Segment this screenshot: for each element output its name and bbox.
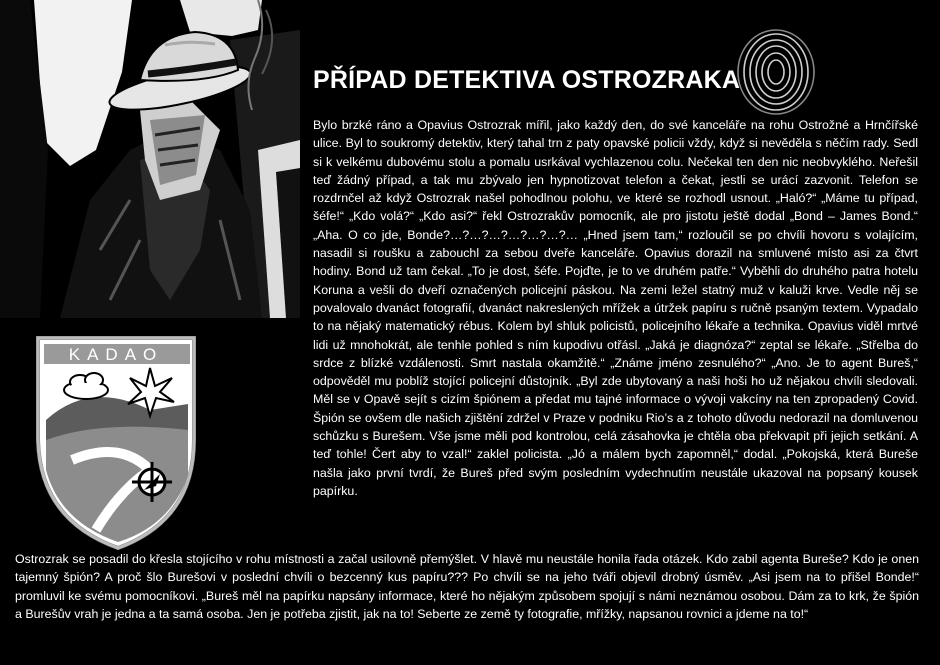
- story-main-text: [313, 116, 918, 500]
- story-end-text: [15, 550, 919, 623]
- fingerprint-icon: [738, 30, 814, 114]
- detective-illustration: [0, 0, 300, 318]
- story-paragraph: Bylo brzké ráno a Opavius Ostrozrak mířil, jako každý den, do své kanceláře na rohu Ostrožné a Hrnčířské ulice. Byl to soukromý detektiv, který tahal trn z paty opavské policii vždy, když si nevěděla s něčím rady. Sedl si k velkému dubovému stolu a pomalu usrkával vychlazenou colu. Nečekal ten den nic neobvyklého. Neřešil teď žádný případ, a tak mu zbývalo jen hypnotizovat telefon a čekat, jestli se urácí zazvonit. Telefon se rozdrnčel až když Ostrozrak našel pohodlnou polohu, ve které se rozhodl usnout. „Haló?“ „Máme tu případ, šéfe!“ „Kdo volá?“ „Kdo asi?“ řekl Ostrozrakův pomocník, ale pro jistotu ještě dodal „Bond – James Bond.“ „Aha. O co jde, Bonde?…?…?…?…?…?…?… „Hned jsem tam,“ rozloučil se po chvíli hovoru s volajícím, nasadil si roušku a zabouchl za sebou dveře kanceláře. Opavius dorazil na smluvené místo asi za čtvrt hodiny. Bond už tam čekal. „To je dost, šéfe. Pojďte, je to ve druhém patře.“ Vyběhli do druhého patra hotelu Koruna a vešli do dveří označených policejní páskou. Na zemi ležel statný muž v kaluži krve. Vedle něj se povalovalo dvanáct fotografií, dvanáct nakreslených mřížek a útržek papíru s ručně psaným textem. Vypadalo to na nějaký matematický rébus. Kolem byl shluk policistů, policejního lékaře a technika. Opavius viděl mrtvé lidi už mnohokrát, ale tenhle pohled s ním kupodivu otřásl. „Jaká je diagnóza?“ zeptal se lékaře. „Střelba do srdce z blízké vzdálenosti. Smrt nastala okamžitě.“ „Známe jméno zesnulého?“ „Ano. Je to agent Bureš,“ odpověděl mu poblíž stojící policejní důstojník. „Byl zde ubytovaný a naši hoši ho už nějakou chvíli sledovali. Měl se v Opavě sejít s cizím špiónem a předat mu tajné informace o vývoji vakcíny na ten zpropadený Covid. Špión se ovšem dle našich zjištění zdržel v Praze v podniku Rio’s a z tohoto důvodu nedorazil na domluvenou schůzku s Burešem. Vše jsme měli pod kontrolou, celá zásahovka je chtěla oba překvapit při jejich setkání. A teď tohle! Čert aby to vzal!“ zaklel policista. „Jó a málem bych zapomněl,“ dodal. „Pokojská, která Bureše našla jako první tvrdí, že Bureš před svým posledním vydechnutím neustále ukazoval na popsaný kousek papírku.: [313, 118, 918, 498]
- kadao-logo: [38, 338, 194, 548]
- page-title: PŘÍPAD DETEKTIVA OSTROZRAKA: [313, 66, 741, 94]
- logo-text: KADAO: [68, 345, 164, 364]
- story-paragraph-end: Ostrozrak se posadil do křesla stojícího v rohu místnosti a začal usilovně přemýšlet. V hlavě mu neustále honila řada otázek. Kdo zabil agenta Bureše? Kdo je onen tajemný špión? A proč šlo Burešovi v poslední chvíli o bezcenný kus papíru??? Po chvíli se na jeho tváři objevil drobný úsměv. „Asi jsem na to přišel Bonde!“ promluvil ke svému pomocníkovi. „Bureš měl na papírku napsány informace, které ho nějakým způsobem spojují s námi neznámou osobou. Dám za to krk, že špión a Burešův vrah je jedna a ta samá osoba. Jen je potřeba zjistit, jak na to! Seberte ze země ty fotografie, mřížky, napsanou rovnici a jdeme na to!“: [15, 552, 919, 621]
